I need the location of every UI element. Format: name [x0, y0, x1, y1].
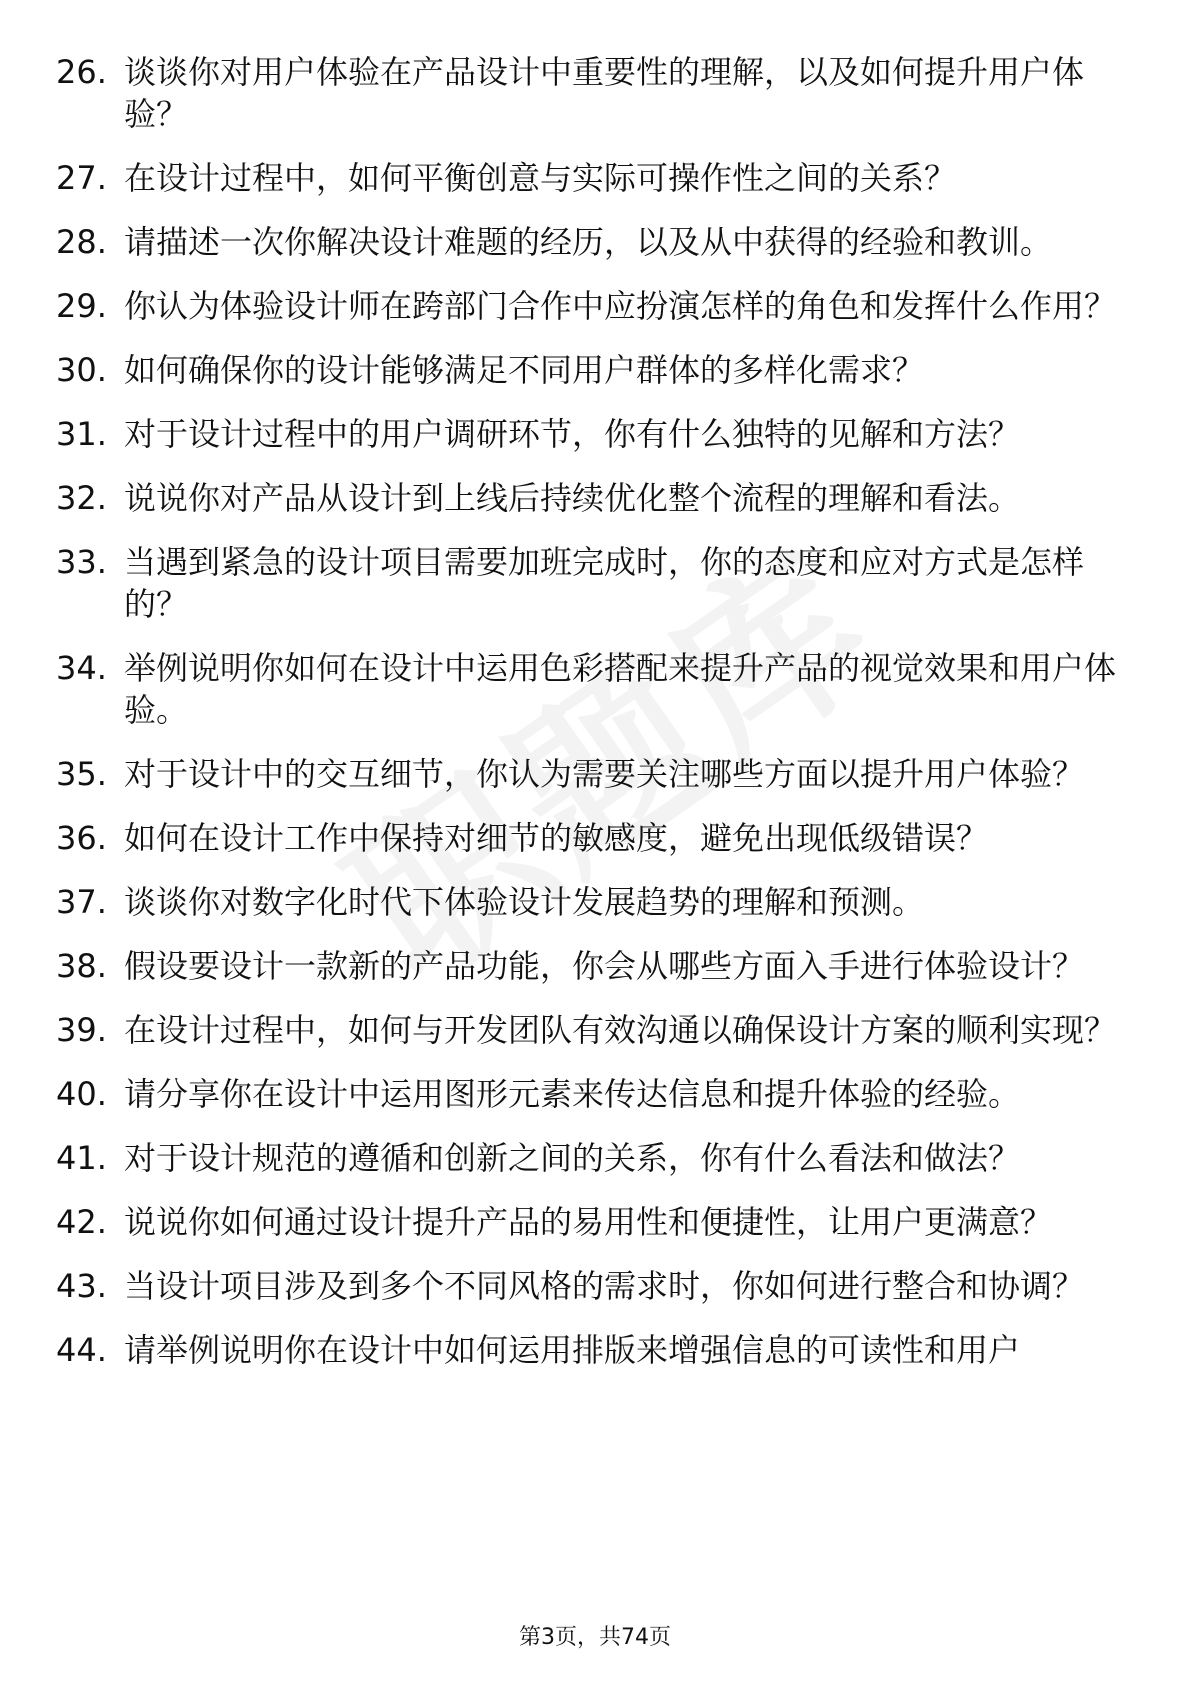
- question-text: 举例说明你如何在设计中运用色彩搭配来提升产品的视觉效果和用户体验。: [124, 649, 1117, 729]
- question-text: 谈谈你对用户体验在产品设计中重要性的理解，以及如何提升用户体验？: [124, 53, 1085, 133]
- list-item: [56, 1009, 1116, 1051]
- list-item: [56, 1137, 1116, 1179]
- question-text: 对于设计过程中的用户调研环节，你有什么独特的见解和方法？: [124, 415, 1021, 453]
- list-item: [56, 349, 1116, 391]
- question-text: 对于设计中的交互细节，你认为需要关注哪些方面以提升用户体验？: [124, 755, 1085, 793]
- question-text: 如何在设计工作中保持对细节的敏感度，避免出现低级错误？: [124, 819, 989, 857]
- question-number: 43.: [56, 1267, 107, 1305]
- question-number: 26.: [56, 53, 107, 91]
- list-item: [56, 541, 1116, 625]
- question-text: 请分享你在设计中运用图形元素来传达信息和提升体验的经验。: [124, 1075, 1021, 1113]
- question-list: [56, 51, 1116, 1393]
- list-item: [56, 157, 1116, 199]
- question-text: 说说你如何通过设计提升产品的易用性和便捷性，让用户更满意？: [124, 1203, 1053, 1241]
- question-text: 如何确保你的设计能够满足不同用户群体的多样化需求？: [124, 351, 925, 389]
- question-text: 请举例说明你在设计中如何运用排版来增强信息的可读性和用户: [124, 1331, 1021, 1369]
- list-item: [56, 817, 1116, 859]
- list-item: [56, 1265, 1116, 1307]
- list-item: [56, 1073, 1116, 1115]
- question-number: 31.: [56, 415, 107, 453]
- question-number: 32.: [56, 479, 107, 517]
- question-text: 当设计项目涉及到多个不同风格的需求时，你如何进行整合和协调？: [124, 1267, 1085, 1305]
- question-number: 35.: [56, 755, 107, 793]
- question-number: 34.: [56, 649, 107, 687]
- question-number: 36.: [56, 819, 107, 857]
- list-item: [56, 221, 1116, 263]
- question-text: 谈谈你对数字化时代下体验设计发展趋势的理解和预测。: [124, 883, 925, 921]
- list-item: [56, 285, 1116, 327]
- question-text: 说说你对产品从设计到上线后持续优化整个流程的理解和看法。: [124, 479, 1021, 517]
- question-text: 你认为体验设计师在跨部门合作中应扮演怎样的角色和发挥什么作用？: [124, 287, 1117, 325]
- list-item: [56, 945, 1116, 987]
- question-number: 38.: [56, 947, 107, 985]
- list-item: [56, 1201, 1116, 1243]
- question-number: 42.: [56, 1203, 107, 1241]
- question-text: 请描述一次你解决设计难题的经历，以及从中获得的经验和教训。: [124, 223, 1053, 261]
- question-text: 当遇到紧急的设计项目需要加班完成时，你的态度和应对方式是怎样的？: [124, 543, 1085, 623]
- question-number: 40.: [56, 1075, 107, 1113]
- page-number: 第3页，共74页: [519, 1625, 671, 1650]
- question-number: 27.: [56, 159, 107, 197]
- question-number: 44.: [56, 1331, 107, 1369]
- list-item: [56, 413, 1116, 455]
- list-item: [56, 881, 1116, 923]
- question-number: 37.: [56, 883, 107, 921]
- question-number: 41.: [56, 1139, 107, 1177]
- question-text: 对于设计规范的遵循和创新之间的关系，你有什么看法和做法？: [124, 1139, 1021, 1177]
- question-number: 29.: [56, 287, 107, 325]
- question-number: 33.: [56, 543, 107, 581]
- list-item: [56, 477, 1116, 519]
- question-number: 30.: [56, 351, 107, 389]
- question-text: 在设计过程中，如何平衡创意与实际可操作性之间的关系？: [124, 159, 957, 197]
- list-item: [56, 647, 1116, 731]
- question-text: 假设要设计一款新的产品功能，你会从哪些方面入手进行体验设计？: [124, 947, 1085, 985]
- question-text: 在设计过程中，如何与开发团队有效沟通以确保设计方案的顺利实现？: [124, 1011, 1117, 1049]
- question-number: 28.: [56, 223, 107, 261]
- question-number: 39.: [56, 1011, 107, 1049]
- list-item: [56, 1329, 1116, 1371]
- list-item: [56, 51, 1116, 135]
- list-item: [56, 753, 1116, 795]
